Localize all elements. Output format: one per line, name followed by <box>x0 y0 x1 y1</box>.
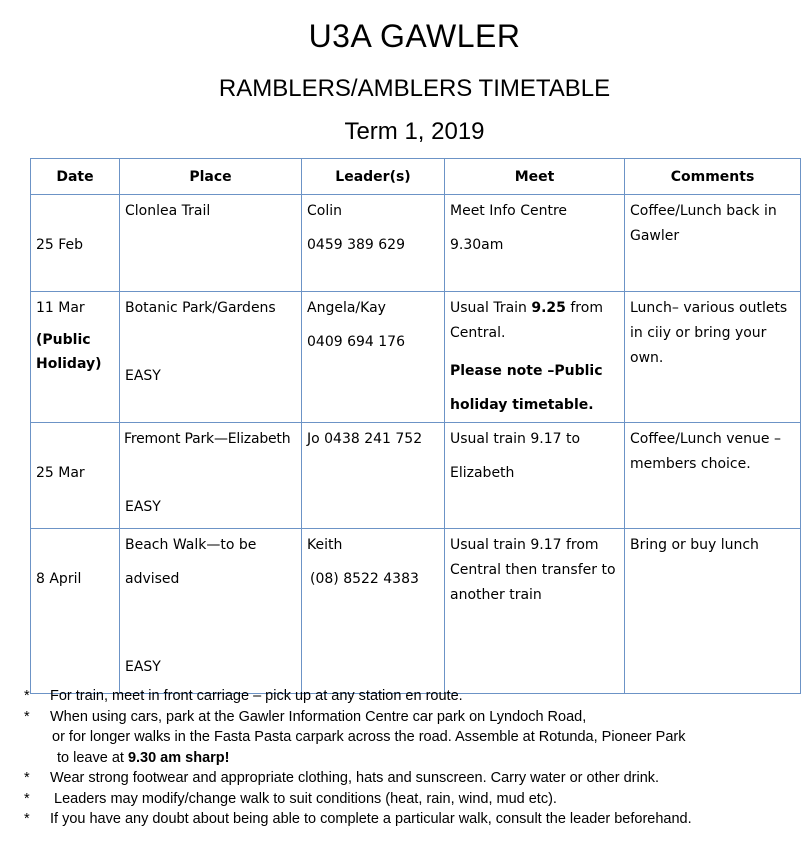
table-row <box>31 423 801 529</box>
meet-details: Usual train 9.17 from Central then transfer to another train <box>450 537 616 603</box>
note-continuation: or for longer walks in the Fasta Pasta carpark across the road. Assemble at Rotunda, Pioneer Park <box>52 729 686 745</box>
table-row <box>31 195 801 292</box>
meet-details: Usual Train 9.25 from Central. <box>450 300 603 341</box>
leader-phone: 0409 694 176 <box>307 334 405 350</box>
comments-cell <box>625 529 801 694</box>
column-header-date: Date <box>31 159 120 195</box>
leader-cell <box>302 529 445 694</box>
walk-comments: Coffee/Lunch venue – members choice. <box>630 431 781 472</box>
public-holiday-note: (Public Holiday) <box>36 332 102 372</box>
place-cell <box>120 423 302 529</box>
note-text: For train, meet in front carriage – pick up at any station en route. <box>50 688 463 704</box>
meet-cell <box>445 292 625 423</box>
comments-cell <box>625 195 801 292</box>
note-item <box>24 686 692 707</box>
note-text: Leaders may modify/change walk to suit conditions (heat, rain, wind, mud etc). <box>50 790 557 807</box>
column-header-place: Place <box>120 159 302 195</box>
leader-contact: Jo 0438 241 752 <box>307 431 423 447</box>
comments-cell <box>625 423 801 529</box>
note-item <box>24 768 692 789</box>
org-title: U3A GAWLER <box>308 18 521 54</box>
walk-date: 25 Feb <box>36 237 84 253</box>
place-cell <box>120 292 302 423</box>
walk-grade: EASY <box>125 659 161 675</box>
leader-cell <box>302 195 445 292</box>
note-item <box>24 789 692 810</box>
bullet-star: * <box>24 811 30 827</box>
bullet-star: * <box>24 708 30 725</box>
walk-date: 11 Mar <box>36 300 85 316</box>
walk-date: 25 Mar <box>36 465 85 481</box>
holiday-timetable-note: Please note –Public holiday timetable. <box>450 363 603 413</box>
place-cell <box>120 529 302 694</box>
note-text: When using cars, park at the Gawler Information Centre car park on Lyndoch Road, <box>50 708 587 725</box>
notes-list <box>24 686 692 830</box>
date-cell <box>31 292 120 423</box>
start-time-bold: 9.30 am sharp! <box>127 749 230 766</box>
table-row <box>31 292 801 423</box>
leader-name: Keith <box>307 537 343 553</box>
meet-destination: Elizabeth <box>450 465 515 481</box>
timetable-subtitle: RAMBLERS/AMBLERS TIMETABLE <box>218 75 611 102</box>
note-text: Wear strong footwear and appropriate clothing, hats and sunscreen. Carry water or other drink. <box>50 770 660 786</box>
place-cell <box>120 195 302 292</box>
term-label: Term 1, 2019 <box>344 118 485 145</box>
note-continuation: to leave at 9.30 am sharp! <box>57 749 230 766</box>
date-cell <box>31 529 120 694</box>
leader-phone: 0459 389 629 <box>307 237 405 253</box>
leader-phone: (08) 8522 4383 <box>310 571 419 587</box>
meet-cell <box>445 423 625 529</box>
leader-cell <box>302 292 445 423</box>
bullet-star: * <box>24 790 30 807</box>
note-item <box>24 707 692 728</box>
column-header-meet: Meet <box>445 159 625 195</box>
meet-location: Meet Info Centre <box>450 203 568 219</box>
column-header-leaders: Leader(s) <box>302 159 445 195</box>
meet-details: Usual train 9.17 to <box>450 431 581 447</box>
comments-cell <box>625 292 801 423</box>
date-cell <box>31 195 120 292</box>
timetable <box>30 158 801 694</box>
note-text: If you have any doubt about being able to complete a particular walk, consult the leader beforehand. <box>50 811 692 827</box>
walk-comments: Coffee/Lunch back in Gawler <box>630 203 777 244</box>
walk-place: Beach Walk—to be <box>125 537 257 553</box>
leader-name: Angela/Kay <box>307 300 386 316</box>
walk-comments: Bring or buy lunch <box>630 537 759 553</box>
meet-cell <box>445 195 625 292</box>
note-item <box>24 809 692 830</box>
meet-cell <box>445 529 625 694</box>
walk-grade: EASY <box>125 368 161 384</box>
walk-comments: Lunch– various outlets in ciiy or bring your own. <box>630 300 788 366</box>
walk-place: Clonlea Trail <box>125 203 211 219</box>
date-cell <box>31 423 120 529</box>
meet-time-bold: 9.25 <box>531 300 566 316</box>
leader-cell <box>302 423 445 529</box>
table-header-row <box>31 159 801 195</box>
walk-grade: EASY <box>125 499 161 515</box>
table-row <box>31 529 801 694</box>
walk-place-continued: advised <box>125 571 180 587</box>
bullet-star: * <box>24 688 30 704</box>
meet-time: 9.30am <box>450 237 504 253</box>
walk-date: 8 April <box>36 571 82 587</box>
walk-place: Botanic Park/Gardens <box>125 300 276 316</box>
bullet-star: * <box>24 770 30 786</box>
walk-place: Fremont Park—Elizabeth <box>124 431 291 447</box>
leader-name: Colin <box>307 203 342 219</box>
column-header-comments: Comments <box>625 159 801 195</box>
